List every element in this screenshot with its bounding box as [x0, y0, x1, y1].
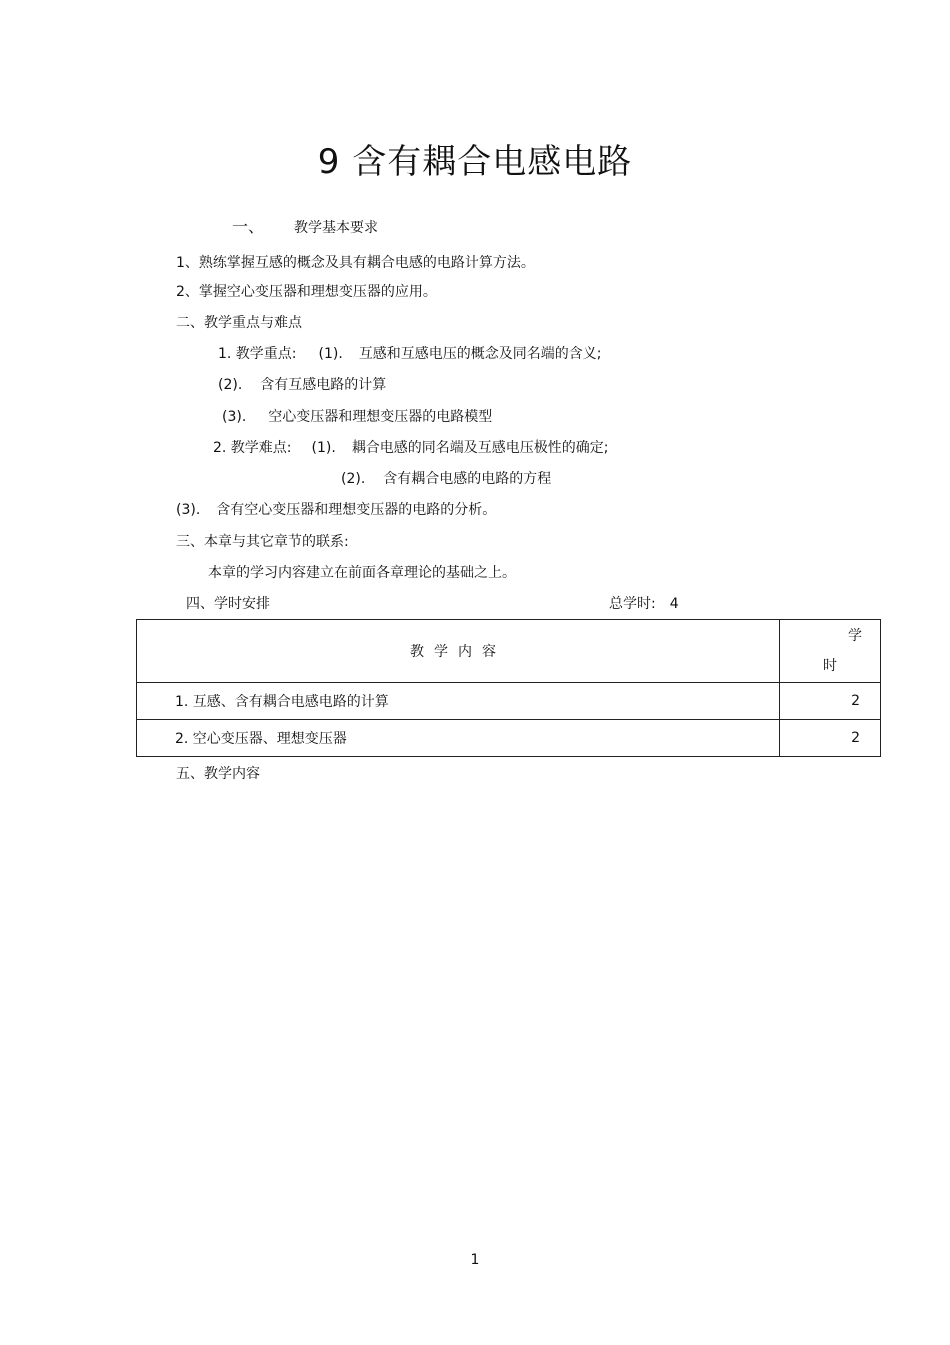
requirement-2: 2、掌握空心变压器和理想变压器的应用。 — [176, 284, 437, 300]
header-hours-cell — [780, 620, 881, 683]
total-hours-value: 4 — [669, 596, 679, 612]
table-row — [137, 683, 881, 720]
difficulties-line-2 — [341, 470, 551, 488]
table-header-row — [137, 620, 881, 683]
key-point-2: 含有互感电路的计算 — [260, 377, 387, 393]
key-point-2-number: (2). — [218, 377, 243, 393]
difficulty-1: 耦合电感的同名端及互感电压极性的确定; — [351, 440, 609, 456]
table-row — [137, 720, 881, 757]
section-1-title: 教学基本要求 — [294, 220, 379, 236]
key-point-3-number: (3). — [222, 409, 247, 425]
section-3-heading: 三、本章与其它章节的联系: — [176, 534, 349, 550]
header-hours-char-2: 时 — [823, 658, 837, 674]
row-content: 2. 空心变压器、理想变压器 — [137, 720, 780, 757]
difficulty-2: 含有耦合电感的电路的方程 — [383, 471, 552, 487]
requirement-1: 1、熟练掌握互感的概念及具有耦合电感的电路计算方法。 — [176, 255, 535, 271]
total-hours — [609, 595, 679, 613]
schedule-table — [136, 619, 881, 757]
difficulty-2-number: (2). — [341, 471, 366, 487]
section-5-heading: 五、教学内容 — [176, 766, 260, 782]
section-2-heading: 二、教学重点与难点 — [176, 315, 302, 331]
row-hours: 2 — [780, 720, 881, 757]
difficulties-line-1 — [213, 439, 609, 457]
page-number: 1 — [470, 1252, 480, 1268]
total-hours-label: 总学时: — [609, 596, 656, 612]
row-content: 1. 互感、含有耦合电感电路的计算 — [137, 683, 780, 720]
document-title: 9 含有耦合电感电路 — [317, 142, 633, 182]
section-1-heading — [232, 218, 378, 237]
key-point-3: 空心变压器和理想变压器的电路模型 — [268, 409, 493, 425]
difficulty-1-number: (1). — [311, 440, 336, 456]
difficulties-label: 2. 教学难点: — [213, 440, 292, 456]
key-points-line-1 — [218, 345, 602, 363]
key-points-label: 1. 教学重点: — [218, 346, 297, 362]
key-point-1-number: (1). — [318, 346, 343, 362]
difficulty-3-number: (3). — [176, 502, 201, 518]
section-4-heading: 四、学时安排 — [186, 596, 270, 612]
header-content-cell: 教学内容 — [137, 620, 780, 683]
difficulties-line-3 — [176, 501, 496, 519]
key-points-line-3 — [222, 408, 492, 426]
key-points-line-2 — [218, 376, 386, 394]
section-1-number: 一、 — [232, 217, 265, 236]
row-hours: 2 — [780, 683, 881, 720]
header-hours-char-1: 学 — [848, 628, 862, 644]
difficulty-3: 含有空心变压器和理想变压器的电路的分析。 — [216, 502, 497, 518]
key-point-1: 互感和互感电压的概念及同名端的含义; — [358, 346, 602, 362]
section-3-text: 本章的学习内容建立在前面各章理论的基础之上。 — [208, 565, 516, 581]
